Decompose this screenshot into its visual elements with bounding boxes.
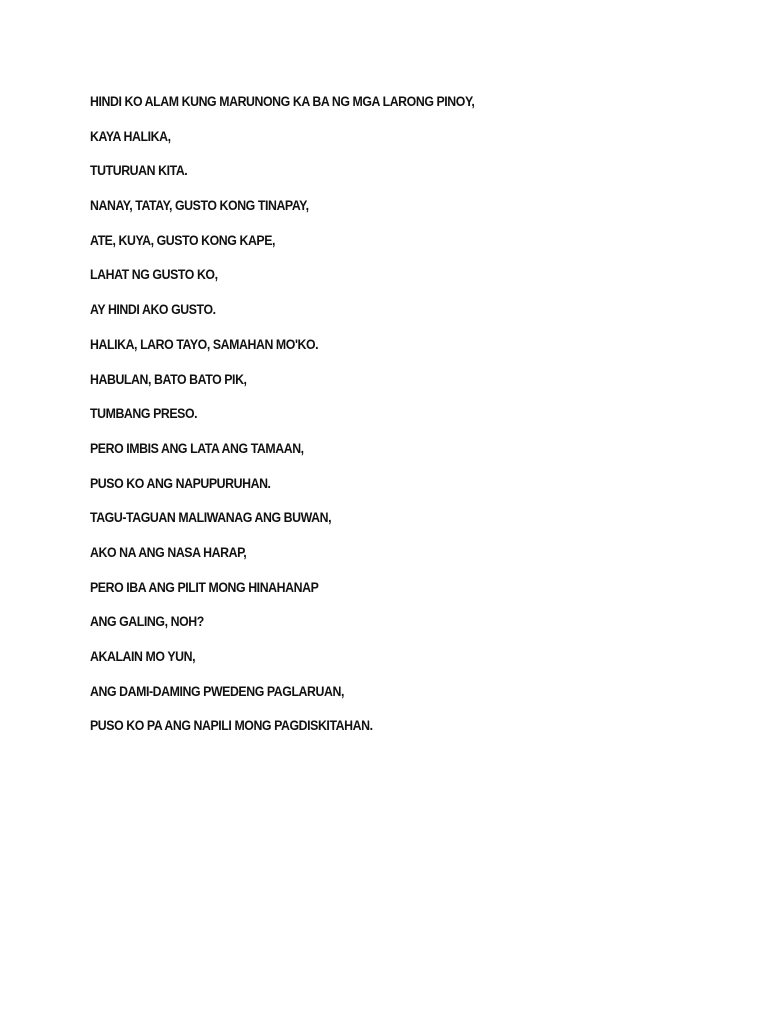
poem-line: TAGU-TAGUAN MALIWANAG ANG BUWAN,: [90, 510, 332, 526]
poem-line: PUSO KO PA ANG NAPILI MONG PAGDISKITAHAN.: [90, 718, 373, 734]
poem-line: TUTURUAN KITA.: [90, 163, 188, 179]
poem-line: ANG DAMI-DAMING PWEDENG PAGLARUAN,: [90, 683, 344, 699]
poem-line: NANAY, TATAY, GUSTO KONG TINAPAY,: [90, 198, 309, 214]
poem-line: PERO IMBIS ANG LATA ANG TAMAAN,: [90, 440, 304, 456]
poem-line: ANG GALING, NOH?: [90, 614, 204, 630]
poem-line: KAYA HALIKA,: [90, 128, 171, 144]
poem-text: [90, 93, 508, 752]
poem-line: AKO NA ANG NASA HARAP,: [90, 544, 247, 560]
poem-line: TUMBANG PRESO.: [90, 406, 198, 422]
poem-line: PUSO KO ANG NAPUPURUHAN.: [90, 475, 271, 491]
poem-line: LAHAT NG GUSTO KO,: [90, 267, 218, 283]
poem-line: AY HINDI AKO GUSTO.: [90, 302, 216, 318]
poem-line: HABULAN, BATO BATO PIK,: [90, 371, 247, 387]
poem-line: AKALAIN MO YUN,: [90, 649, 196, 664]
poem-line: HALIKA, LARO TAYO, SAMAHAN MO'KO.: [90, 336, 319, 352]
poem-line: ATE, KUYA, GUSTO KONG KAPE,: [90, 232, 276, 248]
poem-line: HINDI KO ALAM KUNG MARUNONG KA BA NG MGA LARONG PINOY,: [90, 94, 475, 109]
poem-line: PERO IBA ANG PILIT MONG HINAHANAP: [90, 579, 319, 595]
